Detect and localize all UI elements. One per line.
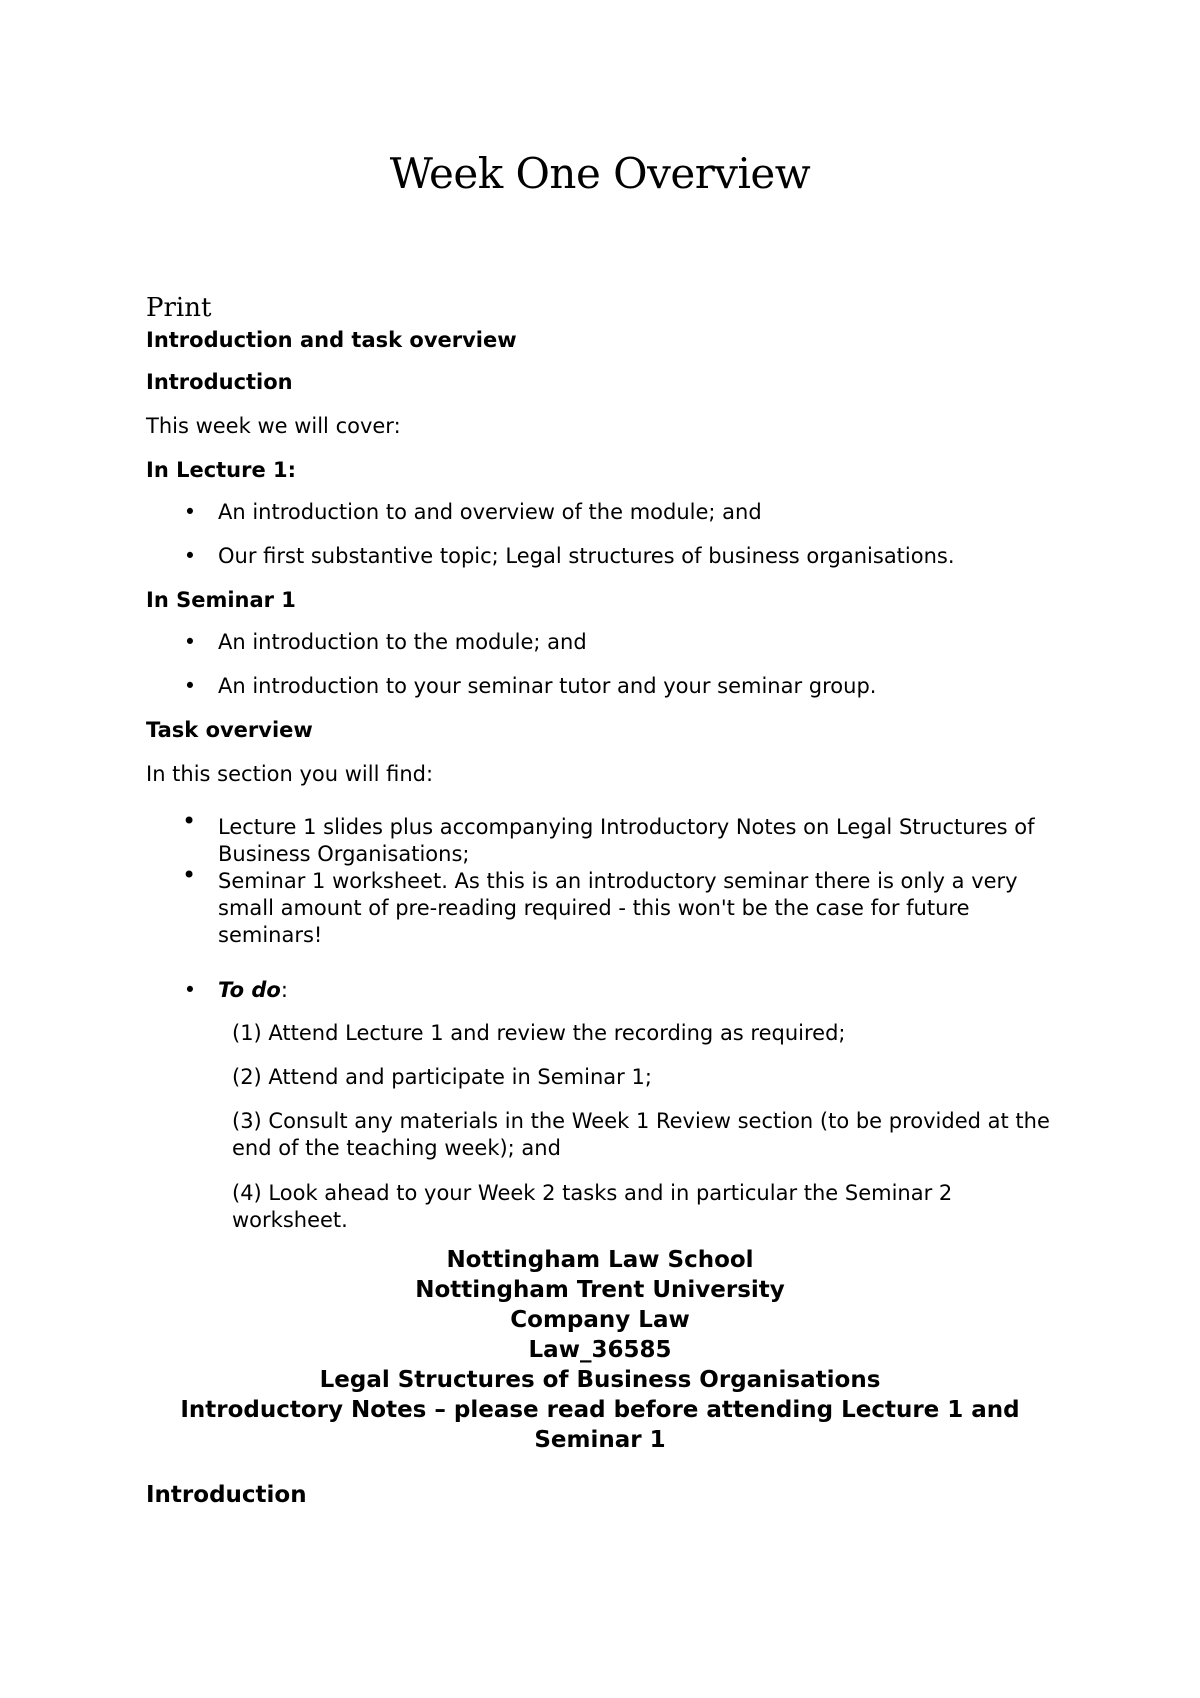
notes-header-line: Law_36585 [528, 1337, 672, 1363]
notes-header-line: Company Law [510, 1307, 690, 1333]
introduction-lead: This week we will cover: [146, 414, 401, 438]
task-overview-heading: Task overview [146, 718, 313, 742]
todo-label: To do [218, 978, 281, 1002]
list-item: • Seminar 1 worksheet. As this is an introductory seminar there is only a very small amount of pre-reading required - this won't be the case for future seminars! [182, 861, 1018, 947]
lecture-heading: In Lecture 1: [146, 458, 297, 482]
page-title: Week One Overview [389, 149, 811, 198]
notes-header [0, 1245, 1200, 1455]
todo-step: (3) Consult any materials in the Week 1 Review section (to be provided at the end of the teaching week); and [232, 1109, 1050, 1160]
todo-step: (1) Attend Lecture 1 and review the recording as required; [232, 1021, 846, 1045]
bullet-icon: • [183, 500, 197, 524]
seminar-heading: In Seminar 1 [146, 588, 296, 612]
bullet-icon: • [182, 807, 197, 835]
notes-header-line: Introductory Notes – please read before attending Lecture 1 and [180, 1397, 1020, 1423]
notes-header-line: Nottingham Trent University [415, 1277, 785, 1303]
bullet-icon: • [183, 978, 197, 1002]
bullet-icon: • [183, 630, 197, 654]
todo-step: (4) Look ahead to your Week 2 tasks and in particular the Seminar 2 worksheet. [232, 1181, 953, 1232]
list-item: • Lecture 1 slides plus accompanying Introductory Notes on Legal Structures of Business Organisations; [182, 807, 1035, 866]
todo-suffix: : [280, 978, 288, 1002]
document-page: Week One Overview Print Introduction and task overview Introduction This week we will cover: In Lecture 1: • An introduction to and overview of the module; and • Our first substantive topic; Legal structures of business organisations. In Seminar 1 • An introduction to the module; and • An introduction to your seminar tutor and your seminar group. Task overview In this section you will find: • Lecture 1 slides plus accompanying Introductory Notes on Legal Structures of Business Organisations; • Seminar 1 worksheet. As this is an introductory seminar there is only a very small amount of pre-reading required - this won't be the case for future seminars! • To do: (1) Attend Lecture 1 and review the recording as required; (2) Attend and participate in Seminar 1; (3) Consult any materials in the Week 1 Review section (to be provided at the end of the teaching week); and (4) Look ahead to your Week 2 tasks and in particular the Seminar 2 worksheet. Nottingham Law School Nottingham Trent University Company Law Law_36585 Legal Structures of Business Organisations Introductory Notes – please read before attending Lecture 1 and Seminar 1 Introduction [0, 0, 1200, 1698]
notes-header-line: Nottingham Law School [446, 1247, 754, 1273]
bullet-icon: • [183, 674, 197, 698]
todo-step: (2) Attend and participate in Seminar 1; [232, 1065, 652, 1089]
notes-header-line: Legal Structures of Business Organisations [319, 1367, 881, 1393]
notes-introduction-heading: Introduction [146, 1482, 307, 1508]
introduction-heading: Introduction [146, 370, 293, 394]
task-overview-lead: In this section you will find: [146, 762, 434, 786]
bullet-icon: • [182, 861, 197, 889]
print-link[interactable]: Print [146, 293, 212, 323]
section-heading: Introduction and task overview [146, 328, 517, 352]
notes-header-line: Seminar 1 [534, 1427, 666, 1453]
bullet-icon: • [183, 544, 197, 568]
